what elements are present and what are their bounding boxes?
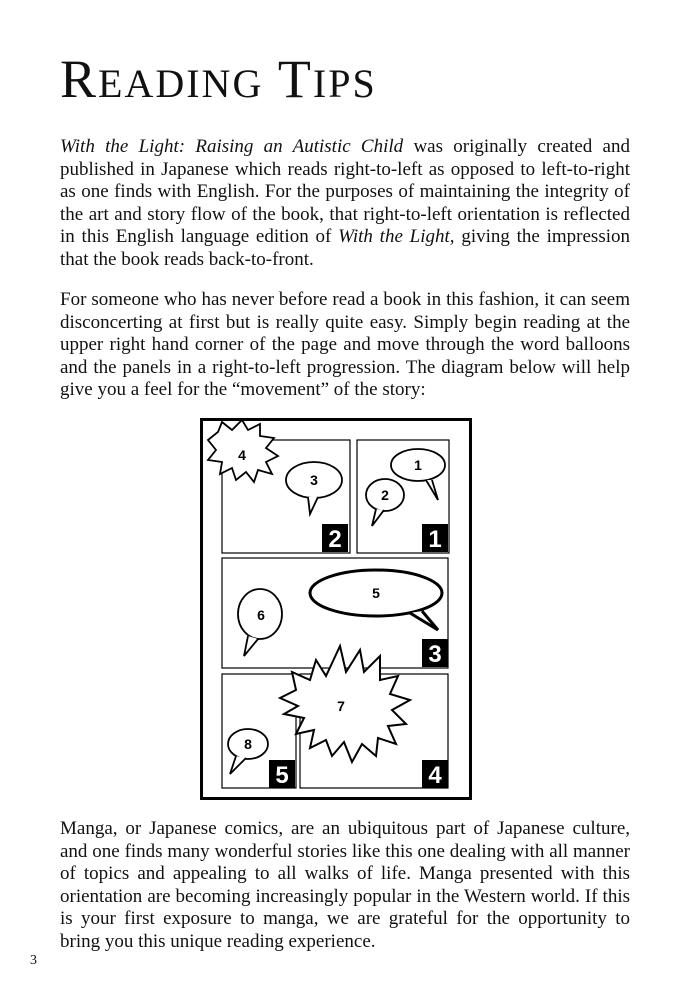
reading-order-diagram [200,418,472,800]
instructions-paragraph: For someone who has never before read a book in this fashion, it can seem disconcerting at first but is really quite easy. Simply begin reading at the upper right hand corner of the page and move through the word balloons and the panels in a right-to-left progression. The diagram below will help give you a feel for the “movement” of the story: [60,289,630,400]
book-title-repeat: With the Light [338,226,450,247]
panel-4-number: 4 [428,762,442,789]
balloon-3-label: 3 [310,472,318,488]
balloon-2-label: 2 [381,487,389,503]
book-title: With the Light [60,136,179,157]
panel-5-number: 5 [275,762,289,789]
balloon-1-label: 1 [414,457,422,473]
panel-1-number: 1 [428,526,442,553]
title-letter-r: R [60,49,99,109]
page-number: 3 [30,953,37,968]
closing-paragraph: Manga, or Japanese comics, are an ubiquitous part of Japanese culture, and one finds many wonderful stories like this one dealing with all manner of topics and appealing to all walks of life. Manga presented with this orientation are becoming increasingly popular in the Western world. If this is your first exposure to manga, we are grateful for the opportunity to bring you this unique reading experience. [60,818,630,952]
balloon-7-label: 7 [337,698,345,714]
intro-text-1: was originally created and published in Japanese which reads right-to-left as opposed to left-to-right as one finds with English. For the purposes of maintaining the integrity of the art and story flow of the book, that right-to-left orientation is reflected in this English language edition of [60,136,630,247]
title-letter-t: T [277,49,313,109]
title-word-eading: EADING [98,61,264,106]
intro-text-2: , giving the impression that the book reads back-to-front. [60,226,631,270]
title-word-ips: IPS [312,61,377,106]
intro-paragraph [60,136,630,271]
page-title [60,49,377,109]
book-subtitle: : Raising an Autistic Child [178,136,404,157]
balloon-8-label: 8 [244,736,252,752]
balloon-6-label: 6 [257,607,265,623]
balloon-4-label: 4 [238,447,246,463]
panel-2-number: 2 [328,526,342,553]
balloon-5-label: 5 [372,585,380,601]
panel-3-number: 3 [428,641,442,668]
